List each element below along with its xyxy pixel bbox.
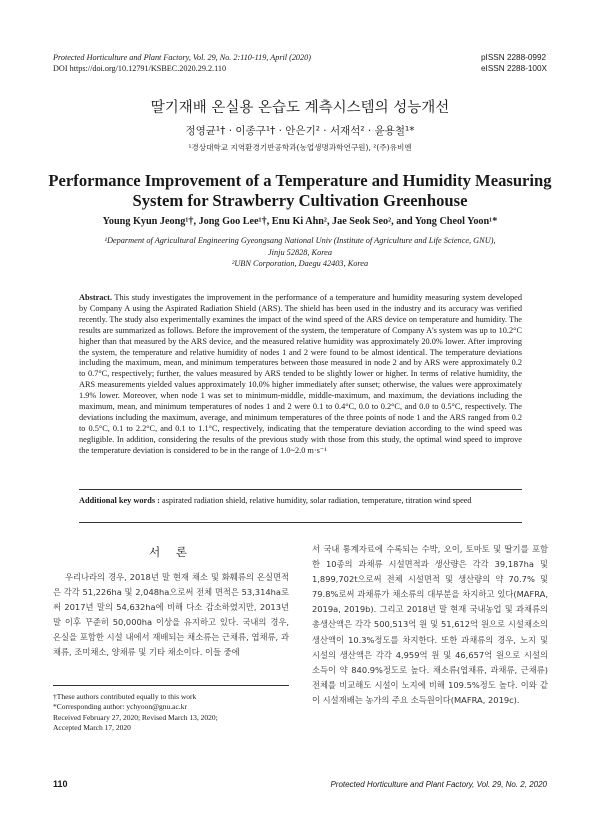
- journal-citation: [53, 52, 311, 74]
- running-footer: Protected Horticulture and Plant Factory, Vol. 29, No. 2, 2020: [330, 780, 547, 789]
- intro-paragraph: 우리나라의 경우, 2018년 말 현재 채소 및 화훼류의 온실면적은 각각 51,226ha 및 2,048ha으로써 전체 면적은 53,314ha로써 2017년 말의 54,632ha에 비해 다소 감소하였지만, 2013년 말 이후 꾸준히 50,000ha 이상을 유지하고 있다. 국내의 경우, 온실을 포함한 시설 내에서 재배되는 채소류는 근채류, 엽채류, 과채류, 조미채소, 양채류 및 기타 채소이다. 이들 중에: [53, 572, 289, 658]
- korean-authors: 정영균¹† · 이종구¹† · 안은기² · 서재석² · 윤용철¹*: [185, 125, 415, 137]
- korean-title: 딸기재배 온실용 온습도 계측시스템의 성능개선: [150, 100, 450, 116]
- keywords: [79, 495, 522, 506]
- english-affiliation: [0, 235, 600, 270]
- section-heading-introduction: 서 론: [149, 545, 193, 559]
- footnote-accepted: Accepted March 17, 2020: [53, 723, 131, 733]
- body-column-left: [53, 570, 289, 661]
- korean-affiliation: ¹경상대학교 지역환경기반공학과(농업생명과학연구원), ²(주)유비엔: [188, 143, 412, 152]
- keywords-label: Additional key words :: [79, 496, 160, 505]
- footnote-received: Received February 27, 2020; Revised March 13, 2020;: [53, 712, 218, 722]
- footnote-corresponding-author: *Corresponding author: ychyoon@gnu.ac.kr: [53, 702, 187, 712]
- affiliation-line3: ²UBN Corporation, Daegu 42403, Korea: [231, 259, 369, 268]
- affiliation-line2: Jinju 52828, Korea: [268, 247, 332, 257]
- intro-paragraph-continued: 서 국내 통계자료에 수록되는 수박, 오이, 토마토 및 딸기를 포함한 10종의 과채류 시설면적과 생산량은 각각 39,187ha 및 1,899,702t으로써 전체 시설면적 및 생산량의 약 70.7% 및 79.8%로써 과채류가 채소류의 대부분을 차지하고 있다(MAFRA, 2019a, 2019b). 그리고 2018년 말 현재 국내농업 및 과채류의 총생산액은 각각 500,513억 원 및 51,612억 원으로 시설채소의 생산액이 10.3%정도를 차지한다. 또한 과채류의 경우, 노지 및 시설의 생산액은 각각 4,959억 원 및 46,657억 원으로 시설의 소득이 약 840.9%정도로 높다. 채소류(엽채류, 과채류, 근채류) 전체를 비교해도 시설이 노지에 비해 109.5%정도 높다. 이와 같이 시설재배는 농가의 주요 소득원이다(MAFRA, 2019c).: [312, 544, 548, 705]
- english-authors: Young Kyun Jeong¹†, Jong Goo Lee¹†, Enu Ki Ahn², Jae Seok Seo², and Yong Cheol Yoon¹*: [102, 216, 498, 227]
- issn-block: [481, 52, 547, 74]
- abstract: [79, 293, 522, 457]
- pissn: pISSN 2288-0992: [481, 53, 547, 62]
- abstract-text: This study investigates the improvement in the performance of a temperature and humidity measuring system developed by Company A using the Aspirated Radiation Shield (ARS). The shield has been used in the industry and its accuracy was verified recently. The study also experimentally examines the impact of the wind speed of the ARS device on temperature and humidity. The results are summarized as follows. Before the improvement of the system, the temperature of Company A's system was up to 10.2°C higher than that measured by the ARS device, and the measured relative humidity was approximately 20.0% lower. After improving the system, the temperature and relative humidity of nodes 1 and 2 were found to be almost identical. The temperature deviations including the maximum, mean, and minimum temperatures between those measured in node 2 and by ARS were approximately 0.2 to 0.7°C, respectively; further, the values measured by ARS tended to be slightly lower or higher. In terms of relative humidity, the ARS measurements yielded values approximately 10.0% higher immediately after sunset; otherwise, the values were approximately 1.9% lower. Moreover, when node 1 was set to minimum-middle, middle-maximum, and maximum, the deviations including the maximum, mean, and minimum temperatures of nodes 1 and 2 were 0.1 to 0.4°C, 0.0 to 0.2°C, and 0.0 to 0.5°C, respectively. The deviations including the maximum, average, and minimum temperatures of the three points of node 1 and the ARS ranged from 0.2 to 0.5°C, 0.1 to 2.2°C, and 0.1 to 1.1°C, respectively, indicating that the temperature deviation according to the wind speed was negligible. In addition, considering the results of the previous study with those from this study, the optimal wind speed to improve the temperature deviation is considered to be in the range of 1.0~2.0 m·s⁻¹: [79, 293, 522, 455]
- english-title-line2: System for Strawberry Cultivation Greenhouse: [132, 191, 468, 210]
- journal-line: Protected Horticulture and Plant Factory, Vol. 29, No. 2:110-119, April (2020): [53, 53, 311, 62]
- page-number: 110: [53, 779, 68, 789]
- english-title-line1: Performance Improvement of a Temperature and Humidity Measuring: [48, 171, 552, 190]
- english-title: [0, 171, 600, 211]
- affiliation-line1: ¹Deparment of Agricultural Engineering Gyeongsang National Univ (Institute of Agriculture and Life Science, GNU),: [104, 236, 496, 245]
- keywords-bottom-rule: [79, 522, 522, 523]
- keywords-text: aspirated radiation shield, relative humidity, solar radiation, temperature, titration wind speed: [162, 496, 472, 505]
- abstract-label: Abstract.: [79, 293, 112, 302]
- doi-link[interactable]: DOI https://doi.org/10.12791/KSBEC.2020.29.2.110: [53, 64, 227, 73]
- eissn: eISSN 2288-100X: [481, 64, 547, 73]
- footnote-rule: [53, 685, 289, 686]
- body-column-right: [312, 542, 548, 708]
- keywords-top-rule: [79, 489, 522, 490]
- footnote-equal-contribution: †These authors contributed equally to this work: [53, 692, 197, 701]
- footnotes: [53, 692, 289, 734]
